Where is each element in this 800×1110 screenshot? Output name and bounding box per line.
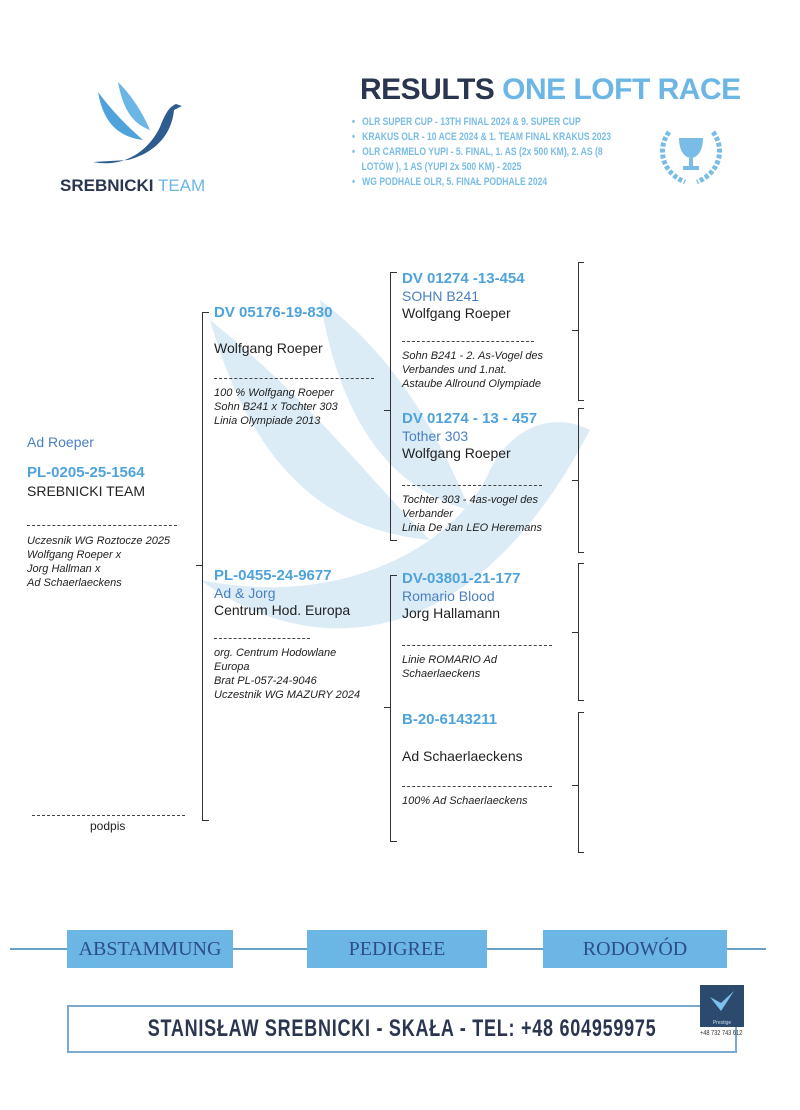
grandparent-1: DV 01274 -13-454 SOHN B241 Wolfgang Roeper Sohn B241 - 2. As-Vogel des Verbandes und 1.nat. Astaube Allround Olympiade (402, 270, 544, 390)
contact-text: STANISŁAW SREBNICKI - SKAŁA - TEL: +48 604959975 (147, 1015, 657, 1042)
signature-line (32, 815, 185, 816)
bracket-gen1 (202, 312, 203, 820)
result-item: LOTÓW ), 1 AS (YUPI 2x 500 KM) - 2025 (361, 161, 522, 173)
result-item: • OLR CARMELO YUPI - 5. FINAL, 1. AS (2x 500 KM), 2. AS (8 (352, 146, 603, 158)
check-icon (707, 989, 737, 1015)
logo-text: SREBNICKI TEAM (60, 176, 206, 195)
band-abstammung: ABSTAMMUNG (67, 930, 233, 968)
badge-phone: +48 732 743 612 (700, 1030, 743, 1037)
trophy-wreath-icon (655, 124, 727, 188)
sire-bird: DV 05176-19-830 Wolfgang Roeper 100 % Wolfgang Roeper Sohn B241 x Tochter 303 Linia Olympiade 2013 (214, 304, 374, 428)
bracket-sire (390, 272, 391, 540)
band-pedigree: PEDIGREE (307, 930, 487, 968)
subject-bird: Ad Roeper PL-0205-25-1564 SREBNICKI TEAM Uczesnik WG Roztocze 2025 Wolfgang Roeper x Jorg Hallman x Ad Schaerlaeckens (27, 434, 177, 590)
page-title: RESULTS ONE LOFT RACE (360, 73, 741, 106)
bracket-dam (390, 575, 391, 841)
results-list (352, 115, 684, 190)
result-item: • WG PODHALE OLR, 5. FINAŁ PODHALE 2024 (352, 176, 548, 188)
dam-bird: PL-0455-24-9677 Ad & Jorg Centrum Hod. Europa org. Centrum Hodowlane Europa Brat PL-057-24-9046 Uczestnik WG MAZURY 2024 (214, 567, 361, 701)
grandparent-3: DV-03801-21-177 Romario Blood Jorg Hallamann Linie ROMARIO Ad Schaerlaeckens (402, 570, 552, 681)
result-item: • KRAKUS OLR - 10 ACE 2024 & 1. TEAM FINAL KRAKUS 2023 (352, 131, 612, 143)
grandparent-4: B-20-6143211 Ad Schaerlaeckens 100% Ad Schaerlaeckens (402, 711, 552, 808)
result-item: • OLR SUPER CUP - 13TH FINAL 2024 & 9. SUPER CUP (352, 116, 581, 128)
band-rodowod: RODOWÓD (543, 930, 727, 968)
contact-box (67, 1005, 737, 1053)
grandparent-2: DV 01274 - 13 - 457 Tother 303 Wolfgang Roeper Tochter 303 - 4as-vogel des Verbander Linia De Jan LEO Heremans (402, 410, 543, 534)
signature-label: podpis (90, 819, 126, 833)
prestige-badge: Prestige (700, 985, 744, 1027)
dove-logo-icon (88, 82, 183, 172)
